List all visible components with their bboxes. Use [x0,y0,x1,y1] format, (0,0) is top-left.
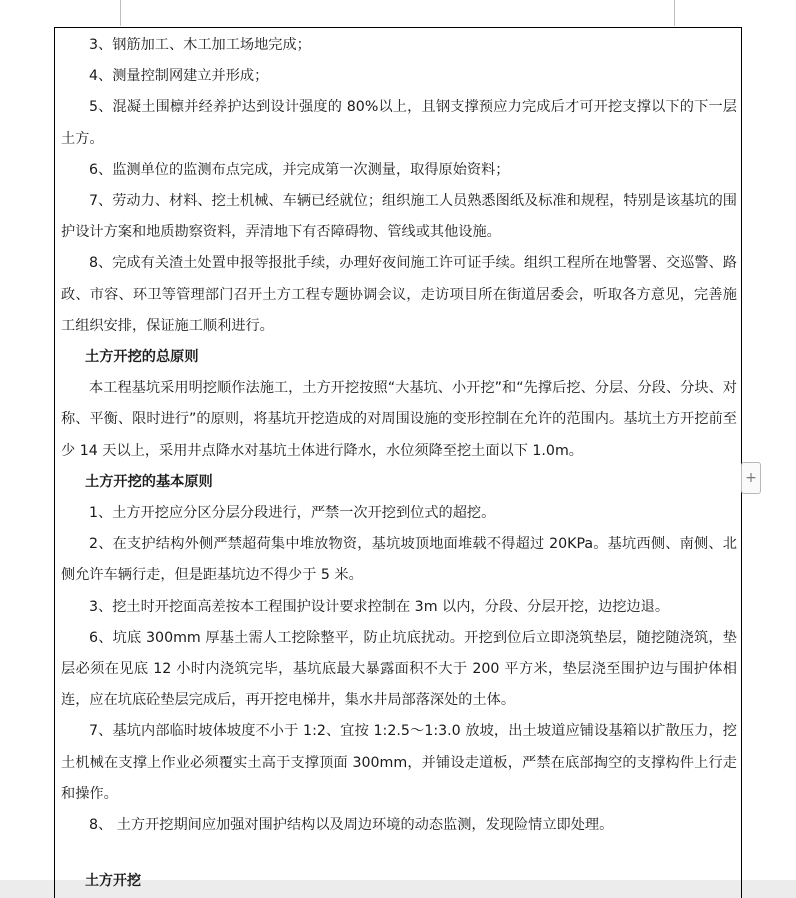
paragraph: 8、 土方开挖期间应加强对围护结构以及周边环境的动态监测，发现险情立即处理。 [89,817,614,834]
cut-off-heading [61,866,261,889]
paragraph: 3、钢筋加工、木工加工场地完成； [89,37,311,53]
paragraph: 5、混凝土围檩并经养护达到设计强度的 80%以上，且钢支撑预应力完成后才可开挖支撑以下的下一层土方。 [61,99,737,147]
crop-mark-left [120,0,121,26]
paragraph: 2、在支护结构外侧严禁超荷集中堆放物资，基坑坡顶地面堆载不得超过 20KPa。基坑西侧、南侧、北侧允许车辆行走，但是距基坑边不得少于 5 米。 [61,536,737,584]
section-heading: 土方开挖的基本原则 [85,473,213,490]
document-body[interactable] [61,30,737,841]
paragraph: 6、监测单位的监测布点完成，并完成第一次测量，取得原始资料； [89,161,510,178]
cut-off-heading-text: 土方开挖 [85,873,141,889]
paragraph: 7、劳动力、材料、挖土机械、车辆已经就位；组织施工人员熟悉图纸及标准和规程，特别是该基坑的围护设计方案和地质勘察资料，弄清地下有否障碍物、管线或其他设施。 [61,193,737,241]
paragraph: 3、挖土时开挖面高差按本工程围护设计要求控制在 3m 以内，分段、分层开挖，边挖边退。 [89,598,670,615]
paragraph: 7、基坑内部临时坡体坡度不小于 1:2、宜按 1:2.5～1:3.0 放坡，出土坡道应铺设基箱以扩散压力，挖土机械在支撑上作业必须覆实土高于支撑顶面 300mm，并铺设走道板，严禁在底部掏空的支撑构件上行走和操作。 [61,723,737,802]
section-heading: 土方开挖的总原则 [85,349,199,366]
paragraph: 6、坑底 300mm 厚基土需人工挖除整平，防止坑底扰动。开挖到位后立即浇筑垫层，随挖随浇筑，垫层必须在见底 12 小时内浇筑完毕，基坑底最大暴露面积不大于 200 平方米，垫层浇至围护边与围护体相连，应在坑底砼垫层完成后，再开挖电梯井，集水井局部落深处的土体。 [61,629,737,709]
add-button[interactable]: + [741,462,761,494]
paragraph: 4、测量控制网建立并形成； [89,68,269,85]
paragraph: 8、完成有关渣土处置申报等报批手续，办理好夜间施工许可证手续。组织工程所在地警署、交巡警、路政、市容、环卫等管理部门召开土方工程专题协调会议，走访项目所在街道居委会，听取各方意见，完善施工组织安排，保证施工顺利进行。 [61,255,737,334]
crop-mark-right [674,0,675,26]
paragraph: 1、土方开挖应分区分层分段进行，严禁一次开挖到位式的超挖。 [89,505,496,522]
paragraph: 本工程基坑采用明挖顺作法施工，土方开挖按照“大基坑、小开挖”和“先撑后挖、分层、分段、分块、对称、平衡、限时进行”的原则，将基坑开挖造成的对周围设施的变形控制在允许的范围内。基坑土方开挖前至少 14 天以上，采用井点降水对基坑土体进行降水，水位须降至挖土面以下 1.0m。 [61,380,737,459]
